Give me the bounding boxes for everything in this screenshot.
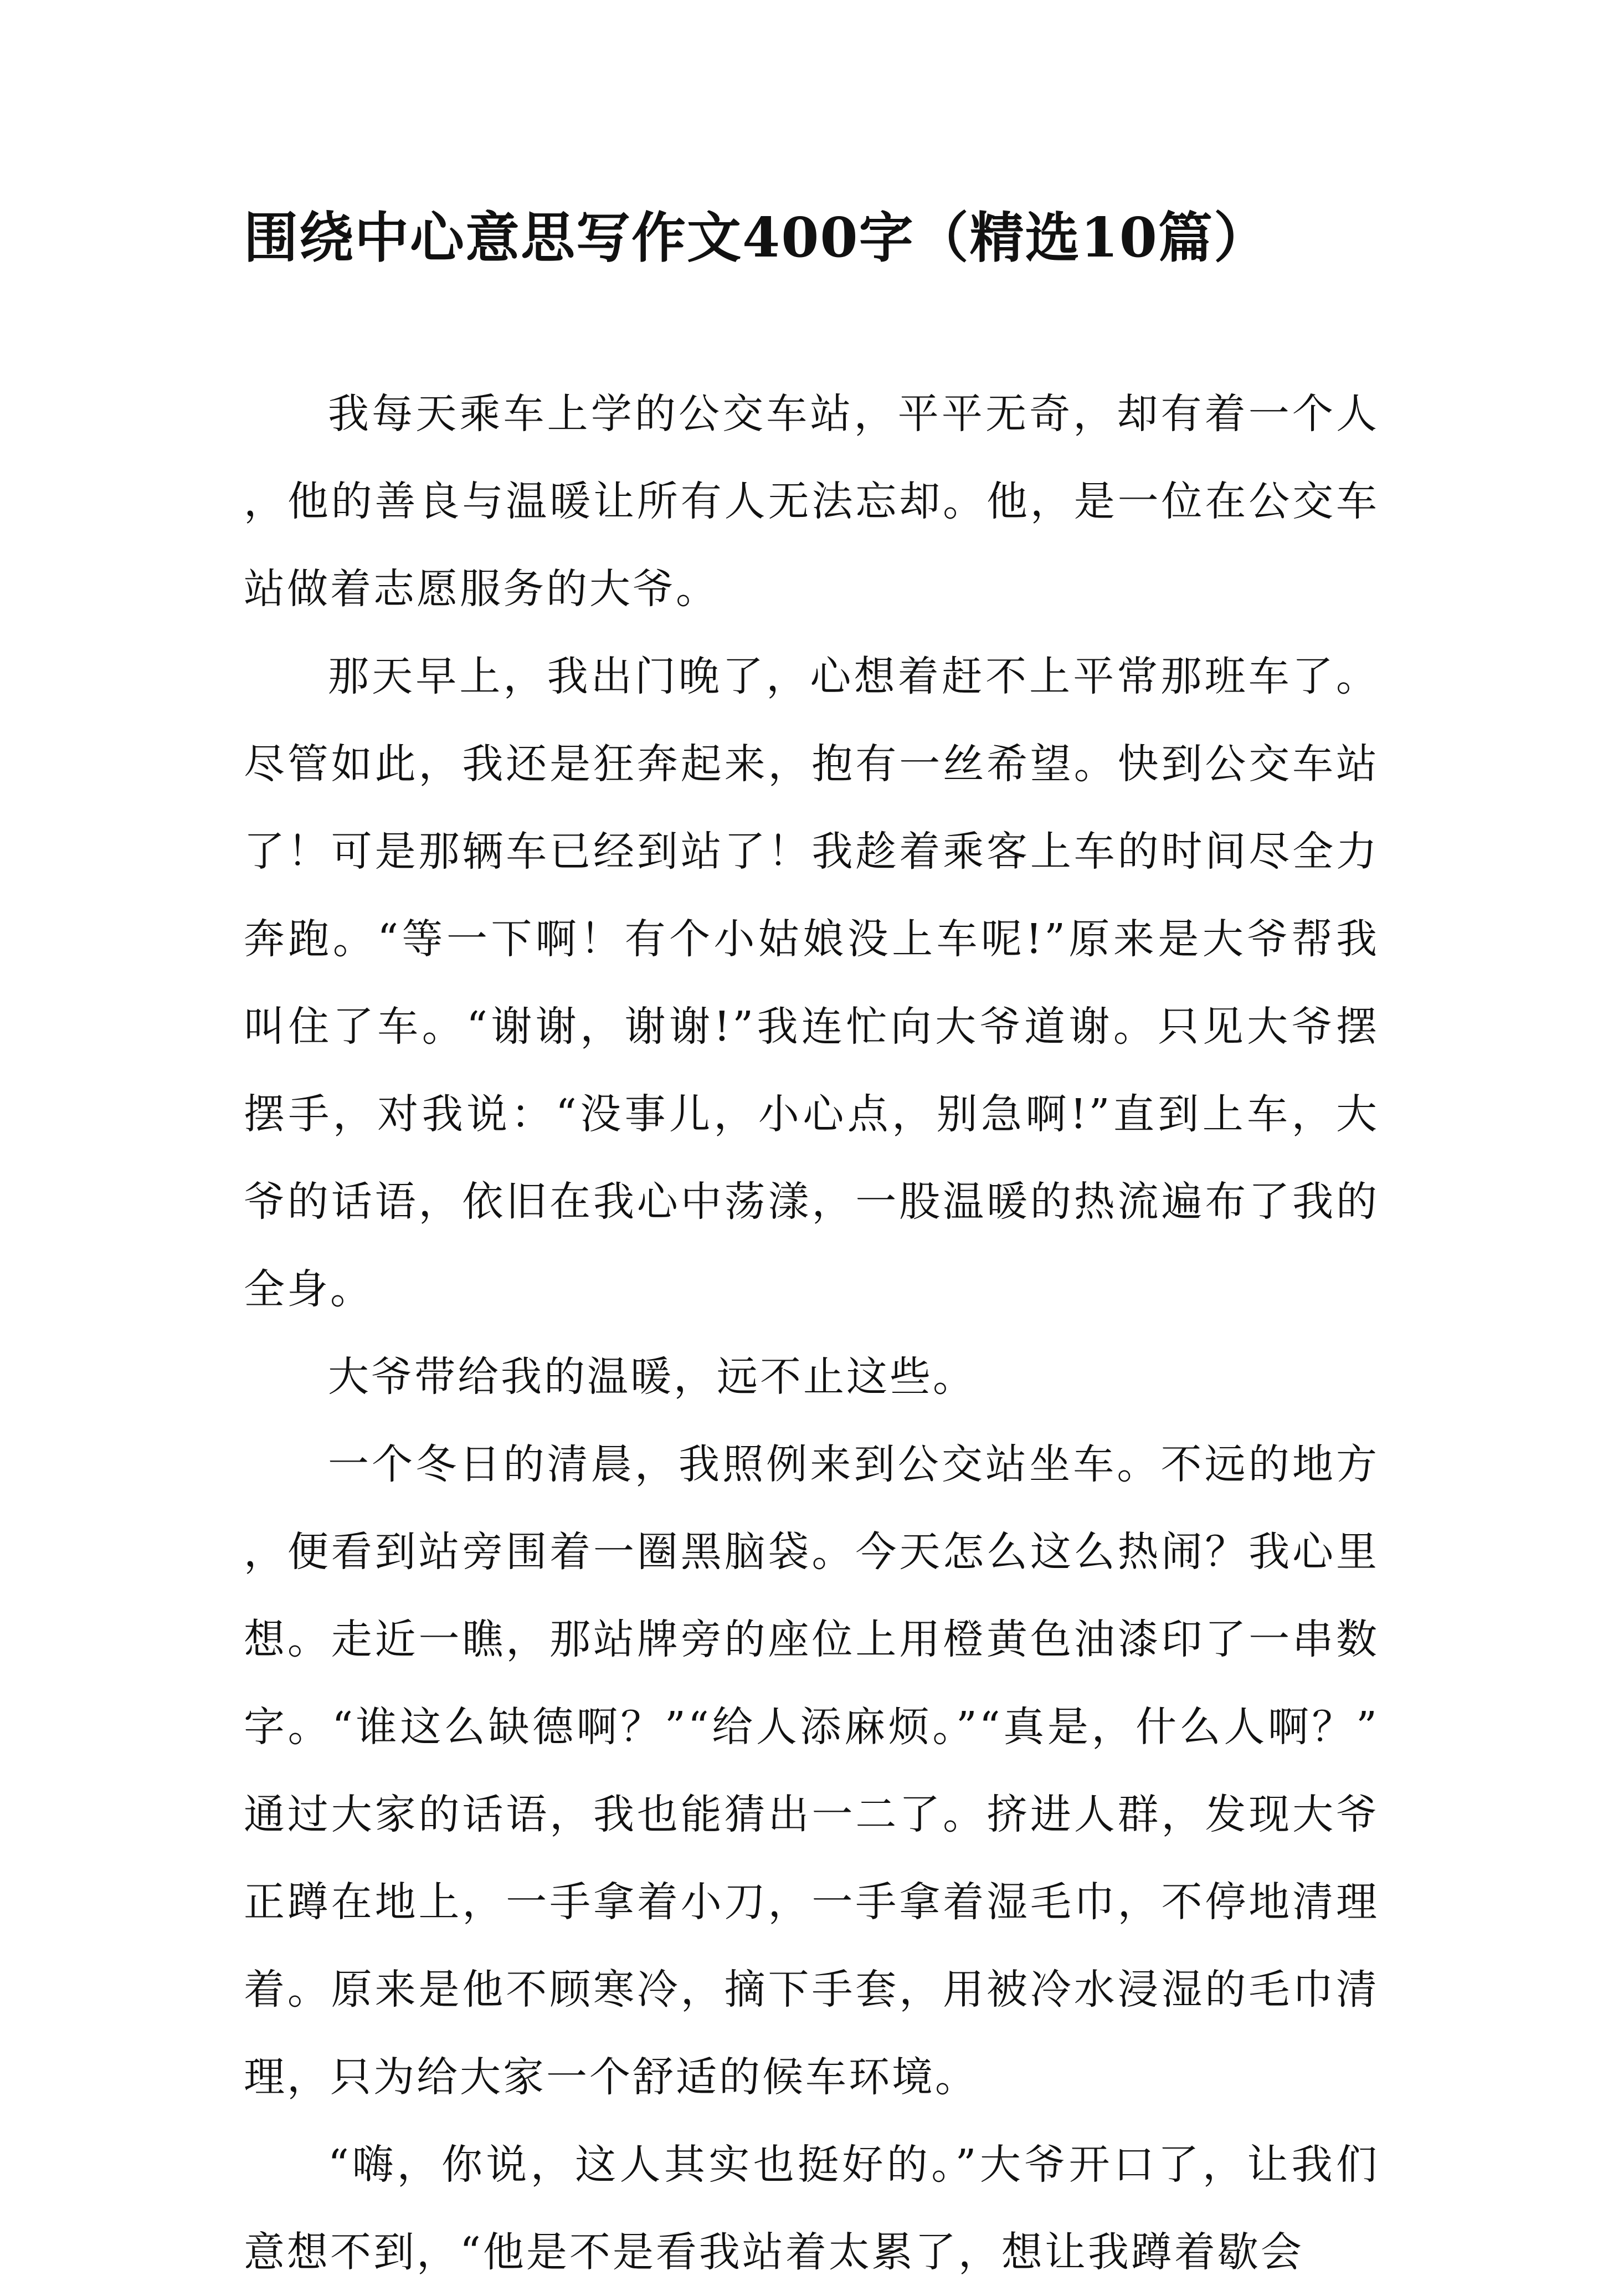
paragraph-4: 一个冬日的清晨，我照例来到公交站坐车。不远的地方，便看到站旁围着一圈黑脑袋。今天怎么这么热闹？我心里想。走近一瞧，那站牌旁的座位上用橙黄色油漆印了一串数字。“谁这么缺德啊？”“给人添麻烦。”“真是，什么人啊？”通过大家的话语，我也能猜出一二了。挤进人群，发现大爷正蹲在地上，一手拿着小刀，一手拿着湿毛巾，不停地清理着。原来是他不顾寒冷，摘下手套，用被冷水浸湿的毛巾清理，只为给大家一个舒适的候车环境。 (244, 1441, 1379, 2101)
document-title: 围绕中心意思写作文400字（精选10篇） (244, 206, 1269, 270)
paragraph-1: 我每天乘车上学的公交车站，平平无奇，却有着一个人，他的善良与温暖让所有人无法忘却。他，是一位在公交车站做着志愿服务的大爷。 (244, 390, 1379, 613)
paragraph-5: “嗨，你说，这人其实也挺好的。”大爷开口了，让我们意想不到，“他是不是看我站着太累了，想让我蹲着歇会 (244, 2141, 1379, 2276)
paragraph-3: 大爷带给我的温暖，远不止这些。 (328, 1353, 976, 1401)
paragraph-2: 那天早上，我出门晚了，心想着赶不上平常那班车了。尽管如此，我还是狂奔起来，抱有一丝希望。快到公交车站了！可是那辆车已经到站了！我趁着乘客上车的时间尽全力奔跑。“等一下啊！有个小姑娘没上车呢!”原来是大爷帮我叫住了车。“谢谢，谢谢!”我连忙向大爷道谢。只见大爷摆摆手，对我说：“没事儿，小心点，别急啊!”直到上车，大爷的话语，依旧在我心中荡漾，一股温暖的热流遍布了我的全身。 (244, 653, 1379, 1313)
document-body (244, 370, 1379, 2296)
